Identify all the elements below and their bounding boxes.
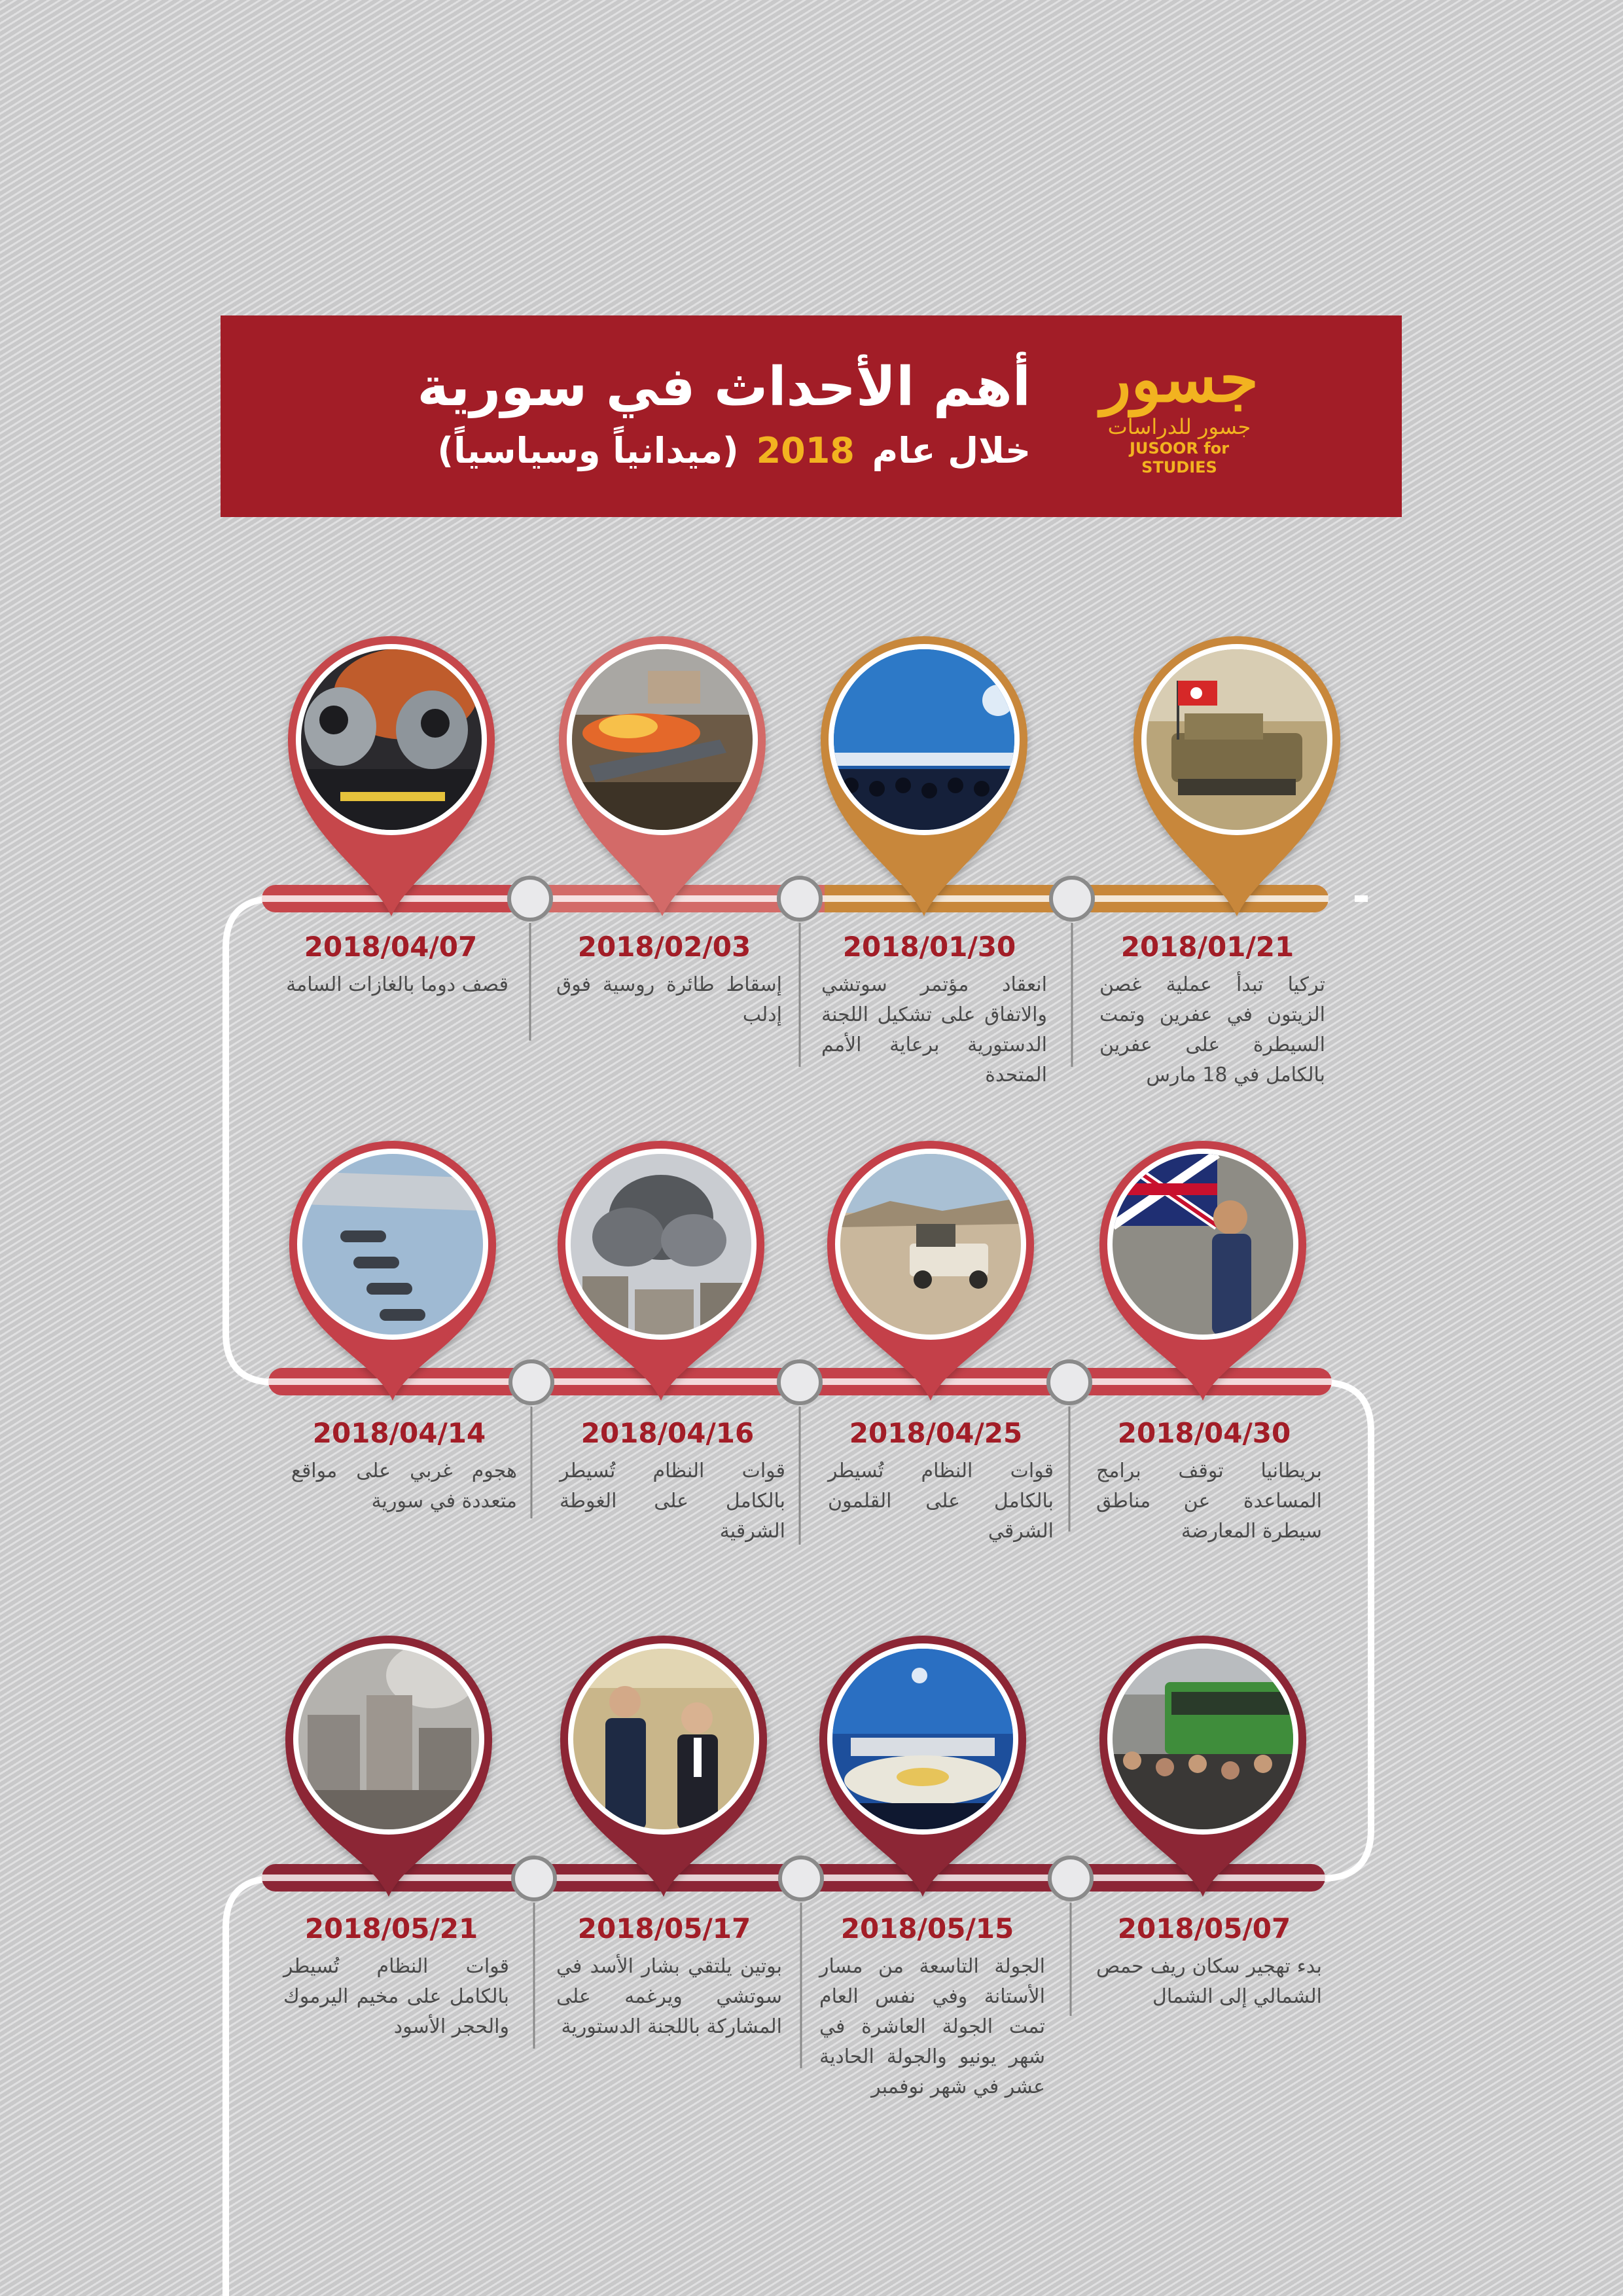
event-date: 2018/01/21: [1120, 931, 1294, 963]
event-description: بريطانيا توقف برامج المساعدة عن مناطق سيطرة المعارضة: [1096, 1460, 1322, 1543]
subtitle-suffix: (ميدانياً وسياسياً): [437, 430, 739, 471]
timeline-node: [1050, 1857, 1092, 1899]
event-date: 2018/05/17: [577, 1912, 751, 1945]
event-description: هجوم غربي على مواقع متعددة في سورية: [291, 1460, 517, 1513]
event-date: 2018/05/15: [840, 1912, 1014, 1945]
timeline-node: [779, 878, 821, 920]
photo-turkish-armored-vehicle: [1147, 649, 1327, 830]
timeline-node: [1051, 878, 1093, 920]
timeline-node: [510, 1361, 552, 1403]
event-description: بدء تهجير سكان ريف حمص الشمالي إلى الشمال: [1096, 1955, 1322, 2008]
event-description: قوات النظام تُسيطر بالكامل على الغوطة الشرقية: [560, 1460, 785, 1543]
event-date: 2018/01/30: [842, 931, 1016, 963]
event-description: بوتين يلتقي بشار الأسد في سوتشي ويرغمه على المشاركة باللجنة الدستورية: [556, 1955, 782, 2038]
photo-sochi-conference-hall: [834, 649, 1014, 830]
photo-downed-plane-wreckage: [572, 649, 753, 830]
event-date: 2018/04/30: [1117, 1417, 1291, 1449]
photo-putin-assad-meeting: [573, 1649, 754, 1829]
photo-smoke-over-city: [571, 1154, 751, 1335]
event-description: إسقاط طائرة روسية فوق إدلب: [556, 973, 782, 1026]
photo-toyota-pickup-desert: [840, 1154, 1021, 1335]
photo-rescuers-gas-masks: [301, 648, 482, 830]
subtitle-prefix: خلال عام: [872, 430, 1031, 471]
event-date: 2018/05/21: [304, 1912, 478, 1945]
event-date: 2018/02/03: [577, 931, 751, 963]
timeline-node: [509, 878, 551, 920]
event-description: تركيا تبدأ عملية غصن الزيتون في عفرين وتمت السيطرة على عفرين بالكامل في 18 مارس: [1099, 973, 1325, 1086]
timeline-connector-line: [226, 899, 1371, 2296]
event-description: انعقاد مؤتمر سوتشي والاتفاق على تشكيل اللجنة الدستورية برعاية الأمم المتحدة: [821, 973, 1047, 1086]
event-date: 2018/04/25: [849, 1417, 1023, 1449]
subtitle-year: 2018: [756, 430, 855, 471]
timeline-node: [780, 1857, 822, 1899]
photo-missiles-from-jet: [302, 1154, 483, 1335]
timeline-node: [1048, 1361, 1090, 1403]
logo-mark: جسور: [1101, 342, 1258, 416]
timeline-node: [779, 1361, 821, 1403]
logo-arabic-name: جسور للدراسات: [1107, 414, 1251, 439]
page-title: أهم الأحداث في سورية: [417, 356, 1031, 418]
event-date: 2018/04/14: [312, 1417, 486, 1449]
event-date: 2018/04/07: [304, 931, 478, 963]
event-description: الجولة التاسعة من مسار الأستانة وفي نفس العام تمت الجولة العاشرة في شهر يونيو والجولة الحادية عشر في شهر نوفمبر: [819, 1955, 1045, 2098]
photo-fighter-with-uk-flag: [1113, 1154, 1293, 1335]
logo-english-name: JUSOOR for STUDIES: [1129, 439, 1230, 476]
event-description: قصف دوما بالغازات السامة: [286, 973, 508, 996]
timeline-node: [513, 1857, 555, 1899]
event-date: 2018/05/07: [1117, 1912, 1291, 1945]
event-date: 2018/04/16: [580, 1417, 755, 1449]
photo-astana-meeting-hall: [832, 1649, 1013, 1829]
event-description: قوات النظام تُسيطر بالكامل على القلمون الشرقي: [828, 1460, 1054, 1543]
event-description: قوات النظام تُسيطر بالكامل على مخيم اليرموك والحجر الأسود: [283, 1955, 509, 2038]
